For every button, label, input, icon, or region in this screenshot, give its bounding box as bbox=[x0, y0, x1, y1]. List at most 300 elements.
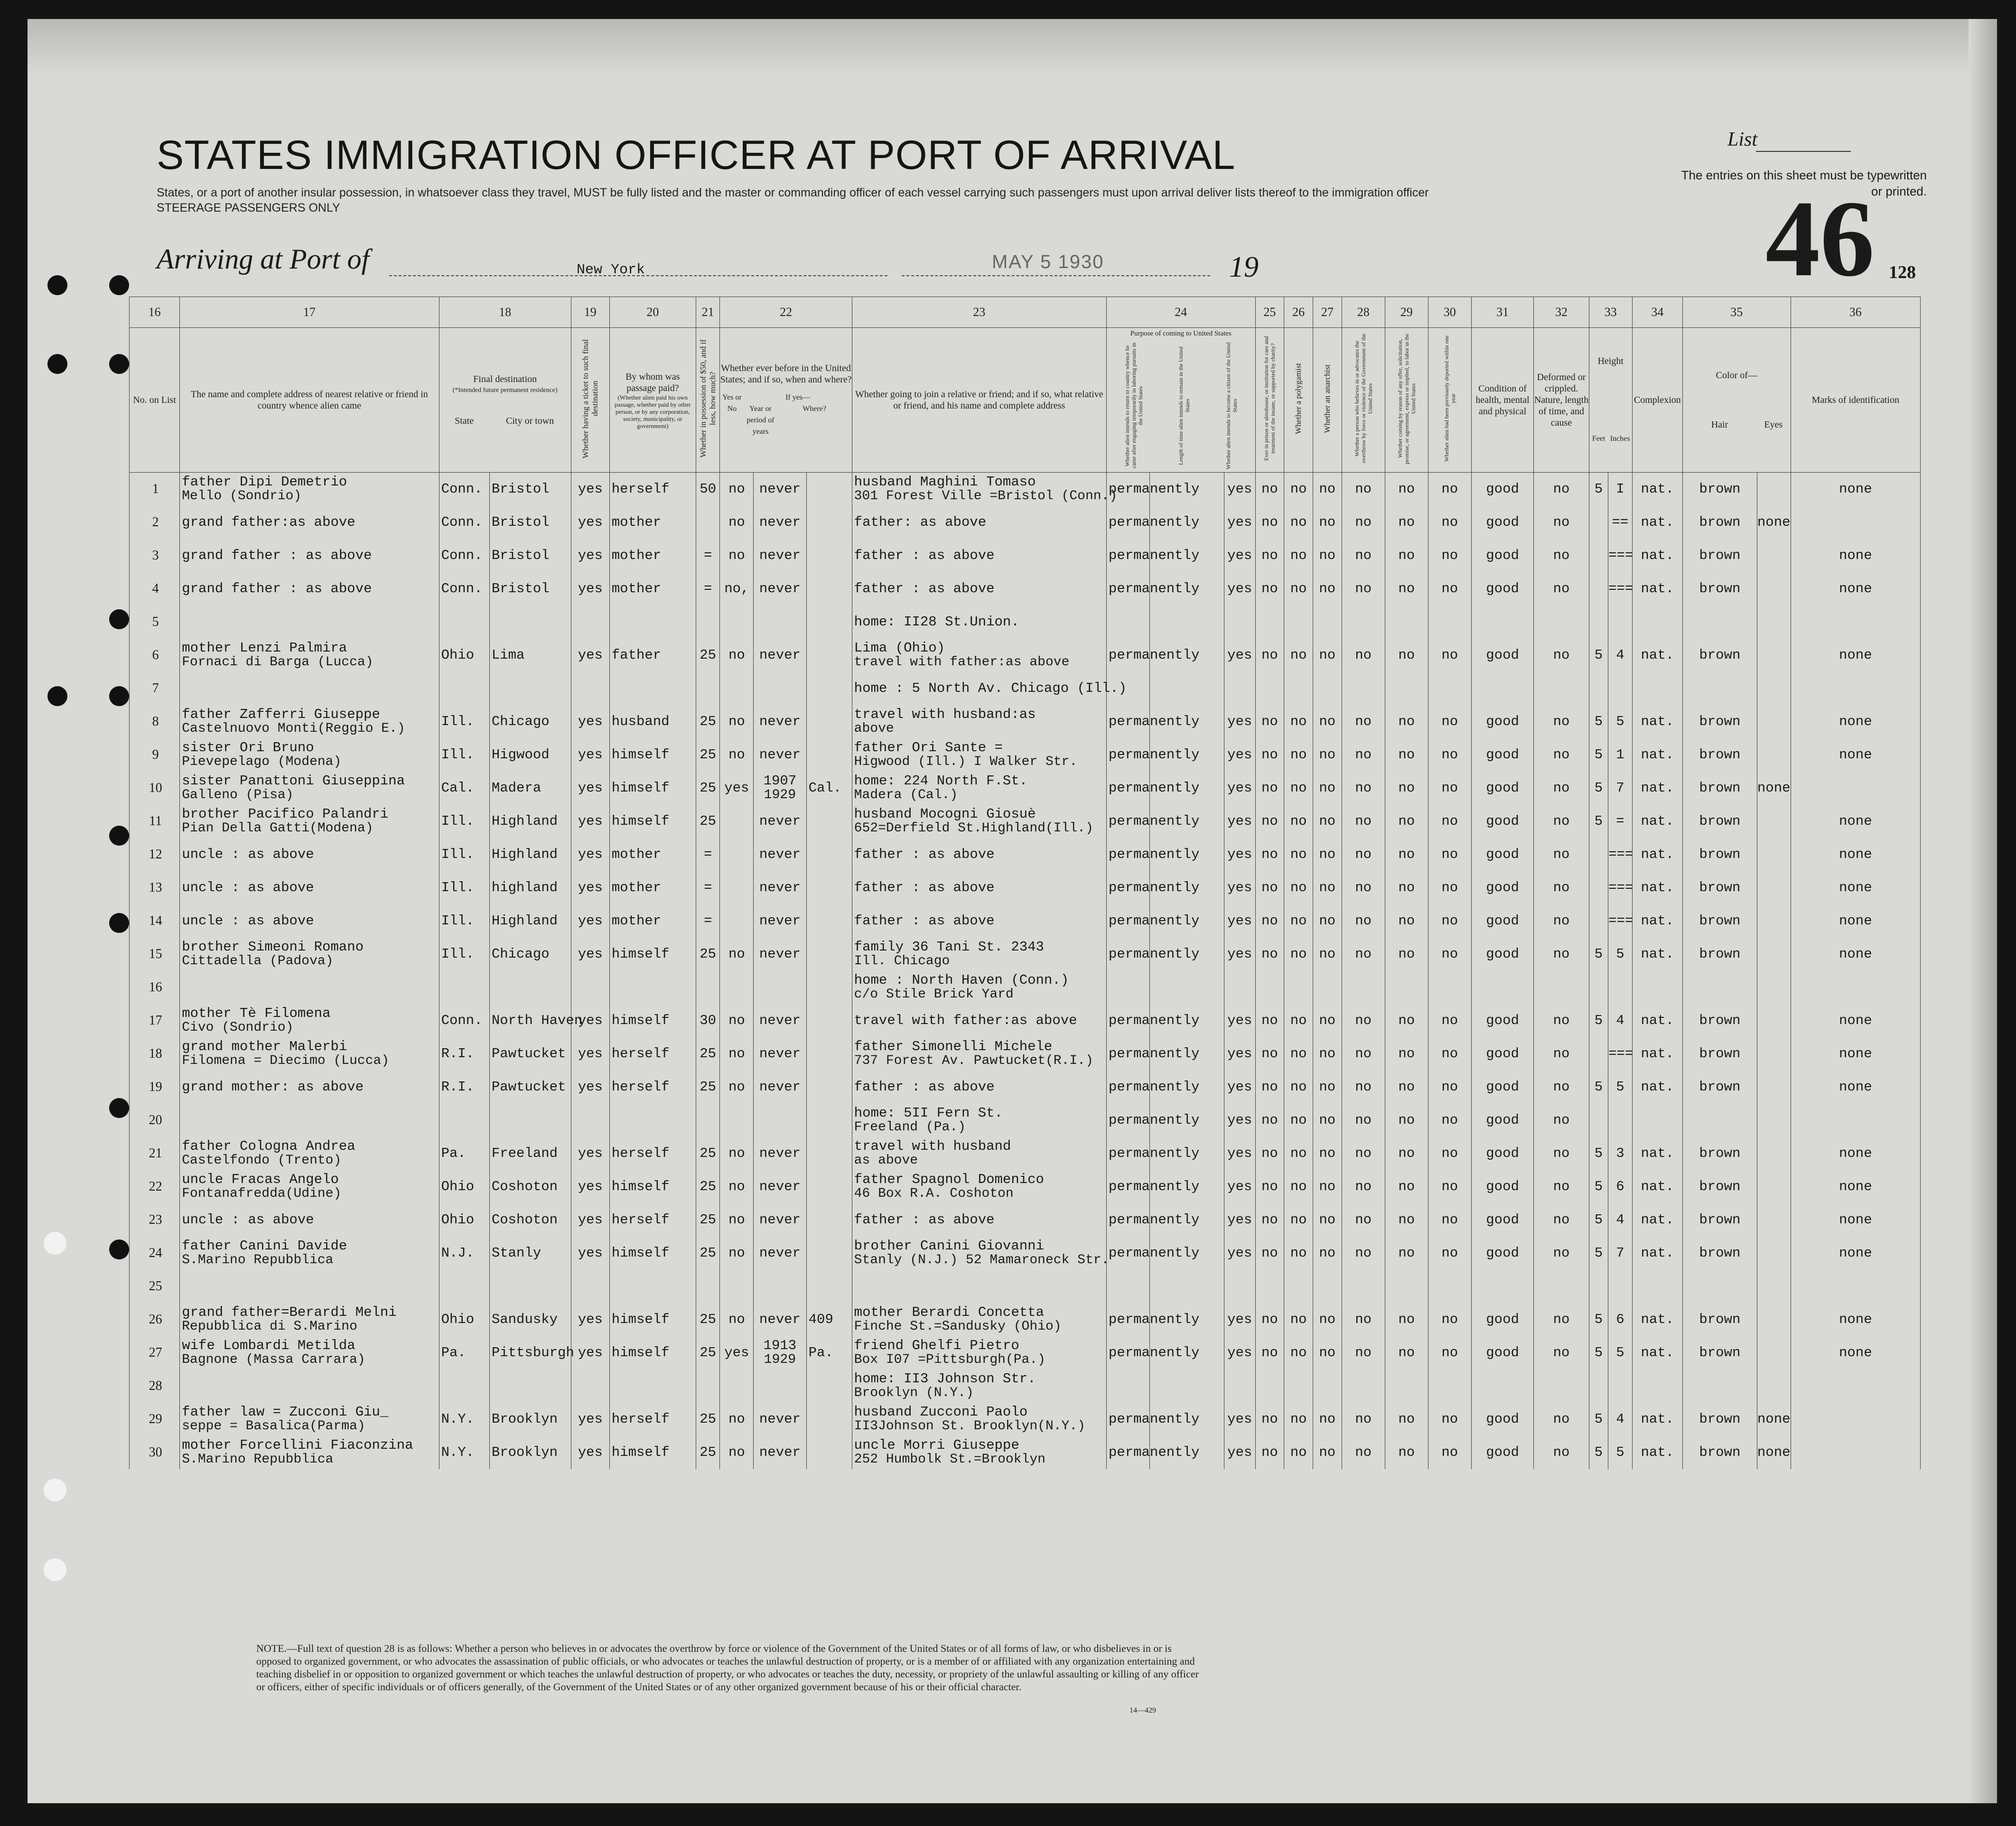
cell-paid-text: himself bbox=[611, 1245, 670, 1261]
cell-rel bbox=[180, 639, 439, 672]
cell-ticket bbox=[571, 772, 609, 805]
cell-rel-text: brother Simeoni Romano bbox=[182, 939, 364, 955]
cell-purpose-text: permanently bbox=[1108, 1179, 1200, 1194]
cell-poly bbox=[1284, 1303, 1313, 1336]
cell-c28-text: no bbox=[1355, 581, 1372, 596]
cell-complexion bbox=[1632, 938, 1682, 971]
cell-join2-text: 46 Box R.A. Coshoton bbox=[854, 1186, 1014, 1201]
cell-purpose-text: permanently bbox=[1108, 1411, 1200, 1427]
cell-no-text: 10 bbox=[149, 781, 162, 795]
header-deported bbox=[1428, 328, 1471, 473]
cell-c30-text: no bbox=[1441, 1245, 1458, 1261]
cell-hair bbox=[1682, 506, 1757, 539]
cell-health bbox=[1471, 1137, 1534, 1170]
cell-money bbox=[696, 1403, 720, 1436]
cell-feet bbox=[1589, 1071, 1608, 1104]
cell-citizen-text: yes bbox=[1227, 780, 1252, 796]
cell-join-text: father Ori Sante = bbox=[854, 740, 1003, 755]
cell-poly-text: no bbox=[1290, 880, 1307, 895]
cell-complexion-text: nat. bbox=[1641, 1179, 1674, 1194]
cell-state bbox=[439, 1071, 489, 1104]
cell-state bbox=[439, 904, 489, 938]
cell-deformed bbox=[1534, 1336, 1589, 1370]
cell-c28-text: no bbox=[1355, 880, 1372, 895]
cell-year bbox=[754, 738, 806, 772]
cell-paid-text: herself bbox=[611, 481, 670, 497]
cell-eyes bbox=[1757, 705, 1791, 738]
cell-rel-text: grand mother Malerbi bbox=[182, 1039, 347, 1054]
cell-hair bbox=[1682, 971, 1757, 1004]
cell-complexion-text: nat. bbox=[1641, 1079, 1674, 1095]
cell-join bbox=[852, 572, 1106, 606]
cell-money-text: 25 bbox=[700, 1212, 717, 1228]
cell-c29-text: no bbox=[1398, 1312, 1415, 1327]
cell-citizen bbox=[1224, 606, 1255, 639]
cell-money bbox=[696, 1237, 720, 1270]
cell-state bbox=[439, 1203, 489, 1237]
cell-poly-text: no bbox=[1290, 1179, 1307, 1194]
cell-deformed-text: no bbox=[1553, 1046, 1570, 1062]
cell-complexion bbox=[1632, 1004, 1682, 1037]
cell-where bbox=[806, 1237, 852, 1270]
cell-hair-text: brown bbox=[1699, 1013, 1741, 1028]
cell-purpose bbox=[1106, 639, 1200, 672]
cell-poly-text: no bbox=[1290, 1046, 1307, 1062]
cell-deformed-text: no bbox=[1553, 880, 1570, 895]
cell-deformed bbox=[1534, 1237, 1589, 1270]
cell-join-text: father: as above bbox=[854, 514, 987, 530]
cell-year bbox=[754, 705, 806, 738]
cell-feet bbox=[1589, 572, 1608, 606]
cell-poly-text: no bbox=[1290, 1444, 1307, 1460]
cell-where bbox=[806, 1137, 852, 1170]
cell-paid bbox=[609, 1370, 696, 1403]
cell-no-text: 13 bbox=[149, 880, 162, 895]
header-no-on-list: No. on List bbox=[130, 328, 180, 473]
cell-anarch-text: no bbox=[1319, 1212, 1336, 1228]
cell-health bbox=[1471, 805, 1534, 838]
cell-complexion bbox=[1632, 639, 1682, 672]
cell-c28 bbox=[1342, 1303, 1385, 1336]
cell-rel2-text: Bagnone (Massa Carrara) bbox=[182, 1352, 365, 1367]
cell-prison bbox=[1255, 838, 1284, 871]
cell-deformed-text: no bbox=[1553, 1444, 1570, 1460]
cell-no-text: 22 bbox=[149, 1179, 162, 1194]
cell-feet bbox=[1589, 1436, 1608, 1469]
cell-poly-text: no bbox=[1290, 946, 1307, 962]
manifest-table bbox=[129, 297, 1921, 1469]
cell-anarch bbox=[1313, 938, 1342, 971]
cell-feet bbox=[1589, 1004, 1608, 1037]
cell-citizen-text: yes bbox=[1227, 813, 1252, 829]
cell-no bbox=[130, 1203, 180, 1237]
cell-inches-text: === bbox=[1608, 847, 1633, 862]
cell-hair bbox=[1682, 738, 1757, 772]
cell-join2-text: Ill. Chicago bbox=[854, 954, 950, 969]
cell-year-text: never bbox=[759, 548, 801, 563]
cell-deformed bbox=[1534, 738, 1589, 772]
cell-complexion bbox=[1632, 1370, 1682, 1403]
cell-c29 bbox=[1385, 1303, 1428, 1336]
cell-citizen bbox=[1224, 1303, 1255, 1336]
cell-c30 bbox=[1428, 1336, 1471, 1370]
cell-money bbox=[696, 1303, 720, 1336]
cell-purpose bbox=[1106, 772, 1200, 805]
cell-year bbox=[754, 1004, 806, 1037]
cell-inches bbox=[1608, 1436, 1633, 1469]
cell-c28 bbox=[1342, 672, 1385, 705]
cell-c28-text: no bbox=[1355, 714, 1372, 729]
cell-city-text: Bristol bbox=[491, 548, 550, 563]
cell-eyes bbox=[1757, 1237, 1791, 1270]
cell-no-text: 12 bbox=[149, 847, 162, 862]
cell-prison bbox=[1255, 738, 1284, 772]
cell-purpose bbox=[1106, 938, 1200, 971]
cell-eyes bbox=[1757, 1137, 1791, 1170]
header-anarchist-text: Whether an anarchist bbox=[1322, 364, 1332, 433]
cell-c28-text: no bbox=[1355, 1112, 1372, 1128]
cell-hair-text: brown bbox=[1699, 780, 1741, 796]
cell-city bbox=[489, 639, 571, 672]
cell-eyes-text: none bbox=[1757, 1411, 1791, 1427]
cell-complexion-text: nat. bbox=[1641, 1312, 1674, 1327]
cell-no-text: 9 bbox=[152, 747, 159, 762]
cell-where bbox=[806, 473, 852, 506]
cell-c29-text: no bbox=[1398, 481, 1415, 497]
cell-join bbox=[852, 1403, 1106, 1436]
cell-c29-text: no bbox=[1398, 747, 1415, 763]
cell-ticket bbox=[571, 672, 609, 705]
cell-rel bbox=[180, 572, 439, 606]
cell-c29 bbox=[1385, 1403, 1428, 1436]
cell-deformed-text: no bbox=[1553, 1112, 1570, 1128]
cell-inches bbox=[1608, 738, 1633, 772]
cell-year bbox=[754, 971, 806, 1004]
cell-eyes bbox=[1757, 805, 1791, 838]
cell-purpose-text: permanently bbox=[1108, 1112, 1200, 1128]
header-prison bbox=[1255, 328, 1284, 473]
binder-hole bbox=[109, 609, 129, 629]
cell-marks bbox=[1791, 1370, 1920, 1403]
cell-poly-text: no bbox=[1290, 481, 1307, 497]
cell-complexion-text: nat. bbox=[1641, 647, 1674, 663]
arriving-label: Arriving at Port of bbox=[157, 243, 370, 275]
cell-marks bbox=[1791, 904, 1920, 938]
cell-ticket bbox=[571, 606, 609, 639]
cell-prison-text: no bbox=[1261, 1345, 1278, 1360]
cell-anarch bbox=[1313, 1071, 1342, 1104]
cell-c29-text: no bbox=[1398, 1444, 1415, 1460]
cell-rel bbox=[180, 1436, 439, 1469]
cell-ticket-text: yes bbox=[578, 747, 603, 763]
cell-inches-text: 5 bbox=[1616, 1345, 1624, 1360]
cell-eyes bbox=[1757, 838, 1791, 871]
cell-eyes bbox=[1757, 473, 1791, 506]
cell-deformed bbox=[1534, 1403, 1589, 1436]
subtitle-line-2: STEERAGE PASSENGERS ONLY bbox=[157, 201, 340, 214]
cell-state bbox=[439, 1336, 489, 1370]
cell-c29-text: no bbox=[1398, 1411, 1415, 1427]
cell-paid bbox=[609, 572, 696, 606]
cell-citizen bbox=[1224, 1436, 1255, 1469]
cell-join-text: Lima (Ohio) bbox=[854, 640, 945, 656]
cell-ticket bbox=[571, 1303, 609, 1336]
cell-join2-text: as above bbox=[854, 1153, 918, 1168]
cell-no bbox=[130, 606, 180, 639]
cell-where bbox=[806, 539, 852, 572]
cell-citizen-text: yes bbox=[1227, 1046, 1252, 1062]
cell-marks bbox=[1791, 506, 1920, 539]
cell-before bbox=[720, 572, 754, 606]
cell-citizen-text: yes bbox=[1227, 880, 1252, 895]
cell-no bbox=[130, 904, 180, 938]
cell-poly bbox=[1284, 805, 1313, 838]
cell-citizen-text: yes bbox=[1227, 946, 1252, 962]
cell-before bbox=[720, 938, 754, 971]
cell-join bbox=[852, 1071, 1106, 1104]
cell-year-text: never bbox=[759, 581, 801, 596]
cell-c29 bbox=[1385, 1370, 1428, 1403]
cell-inches bbox=[1608, 1137, 1633, 1170]
cell-before-text: no bbox=[728, 946, 745, 962]
cell-feet bbox=[1589, 1270, 1608, 1303]
cell-state bbox=[439, 1137, 489, 1170]
cell-join bbox=[852, 1336, 1106, 1370]
cell-inches bbox=[1608, 539, 1633, 572]
cell-ticket-text: yes bbox=[578, 1179, 603, 1194]
cell-hair bbox=[1682, 473, 1757, 506]
cell-c29 bbox=[1385, 772, 1428, 805]
cell-join-text: father : as above bbox=[854, 548, 995, 563]
cell-inches-text: === bbox=[1608, 581, 1633, 596]
cell-c29-text: no bbox=[1398, 880, 1415, 895]
cell-join-text: husband Zucconi Paolo bbox=[854, 1404, 1028, 1420]
cell-deformed bbox=[1534, 1203, 1589, 1237]
table-row bbox=[130, 1037, 1921, 1071]
cell-rel bbox=[180, 539, 439, 572]
cell-c28-text: no bbox=[1355, 1046, 1372, 1062]
cell-join-text: home : 5 North Av. Chicago (Ill.) bbox=[854, 680, 1127, 696]
cell-join bbox=[852, 772, 1106, 805]
cell-c28 bbox=[1342, 805, 1385, 838]
header-feet: Feet bbox=[1592, 435, 1605, 443]
cell-purpose bbox=[1106, 1037, 1200, 1071]
cell-poly-text: no bbox=[1290, 813, 1307, 829]
cell-prison-text: no bbox=[1261, 647, 1278, 663]
cell-eyes bbox=[1757, 1104, 1791, 1137]
cell-hair bbox=[1682, 1370, 1757, 1403]
cell-rel2-text: S.Marino Repubblica bbox=[182, 1253, 334, 1267]
cell-health-text: good bbox=[1486, 747, 1519, 763]
cell-money bbox=[696, 1336, 720, 1370]
cell-inches bbox=[1608, 904, 1633, 938]
cell-citizen-text: yes bbox=[1227, 481, 1252, 497]
cell-complexion bbox=[1632, 473, 1682, 506]
col-num: 17 bbox=[180, 297, 439, 328]
cell-health bbox=[1471, 1403, 1534, 1436]
cell-c28-text: no bbox=[1355, 548, 1372, 563]
cell-year bbox=[754, 871, 806, 904]
cell-no bbox=[130, 672, 180, 705]
header-health: Condition of health, mental and physical bbox=[1471, 328, 1534, 473]
cell-money bbox=[696, 473, 720, 506]
table-row bbox=[130, 1403, 1921, 1436]
cell-c30 bbox=[1428, 539, 1471, 572]
header-ever-before bbox=[720, 328, 852, 473]
cell-deformed-text: no bbox=[1553, 1179, 1570, 1194]
cell-rel-text: mother Lenzi Palmira bbox=[182, 640, 347, 656]
cell-c28 bbox=[1342, 606, 1385, 639]
cell-inches bbox=[1608, 971, 1633, 1004]
cell-rel bbox=[180, 1336, 439, 1370]
cell-c30 bbox=[1428, 938, 1471, 971]
table-row bbox=[130, 738, 1921, 772]
cell-ticket-text: yes bbox=[578, 1013, 603, 1028]
cell-join-text: father Spagnol Domenico bbox=[854, 1172, 1044, 1187]
cell-citizen-text: yes bbox=[1227, 847, 1252, 862]
cell-c29 bbox=[1385, 1137, 1428, 1170]
cell-where-text: Pa. bbox=[808, 1345, 833, 1360]
cell-state-text: N.Y. bbox=[441, 1444, 475, 1460]
cell-no bbox=[130, 539, 180, 572]
cell-rel-text: father Cologna Andrea bbox=[182, 1138, 355, 1154]
cell-health bbox=[1471, 572, 1534, 606]
cell-purpose bbox=[1106, 1237, 1200, 1270]
cell-deformed-text: no bbox=[1553, 1212, 1570, 1228]
cell-citizen-text: yes bbox=[1227, 1444, 1252, 1460]
cell-c30 bbox=[1428, 672, 1471, 705]
col-num: 22 bbox=[720, 297, 852, 328]
cell-deformed bbox=[1534, 1270, 1589, 1303]
cell-poly bbox=[1284, 705, 1313, 738]
cell-before-text: no bbox=[728, 1079, 745, 1095]
cell-join2-text: Higwood (Ill.) I Walker Str. bbox=[854, 755, 1078, 769]
cell-money bbox=[696, 1436, 720, 1469]
cell-state bbox=[439, 805, 489, 838]
cell-paid-text: himself bbox=[611, 1345, 670, 1360]
header-q28-text: Whether a person who believes in or advocates the overthrow by force or violence of the Government of the United States bbox=[1353, 334, 1373, 464]
cell-state-text: Pa. bbox=[441, 1345, 466, 1360]
cell-anarch bbox=[1313, 606, 1342, 639]
cell-inches bbox=[1608, 838, 1633, 871]
header-city: City or town bbox=[506, 416, 554, 426]
cell-state bbox=[439, 1436, 489, 1469]
cell-eyes bbox=[1757, 904, 1791, 938]
cell-eyes bbox=[1757, 1403, 1791, 1436]
cell-citizen bbox=[1224, 738, 1255, 772]
cell-health bbox=[1471, 639, 1534, 672]
cell-hair bbox=[1682, 938, 1757, 971]
cell-no bbox=[130, 938, 180, 971]
cell-poly bbox=[1284, 1403, 1313, 1436]
cell-poly-text: no bbox=[1290, 1079, 1307, 1095]
cell-ticket-text: yes bbox=[578, 780, 603, 796]
cell-hair-text: brown bbox=[1699, 1079, 1741, 1095]
cell-money bbox=[696, 971, 720, 1004]
cell-city-text: Pittsburgh bbox=[491, 1345, 574, 1360]
cell-c30-text: no bbox=[1441, 581, 1458, 596]
cell-c29 bbox=[1385, 606, 1428, 639]
cell-join2-text: Brooklyn (N.Y.) bbox=[854, 1386, 974, 1400]
cell-where bbox=[806, 738, 852, 772]
cell-city bbox=[489, 1170, 571, 1203]
cell-money bbox=[696, 1203, 720, 1237]
cell-ticket bbox=[571, 1370, 609, 1403]
cell-city bbox=[489, 971, 571, 1004]
cell-rel bbox=[180, 1104, 439, 1137]
cell-no bbox=[130, 1071, 180, 1104]
table-row bbox=[130, 606, 1921, 639]
cell-health-text: good bbox=[1486, 1146, 1519, 1161]
cell-hair-text: brown bbox=[1699, 1212, 1741, 1228]
table-row bbox=[130, 871, 1921, 904]
cell-citizen bbox=[1224, 572, 1255, 606]
cell-c30 bbox=[1428, 1004, 1471, 1037]
cell-where bbox=[806, 838, 852, 871]
cell-year bbox=[754, 506, 806, 539]
cell-prison-text: no bbox=[1261, 481, 1278, 497]
cell-deformed bbox=[1534, 1170, 1589, 1203]
cell-poly bbox=[1284, 1370, 1313, 1403]
cell-poly bbox=[1284, 539, 1313, 572]
cell-where bbox=[806, 672, 852, 705]
paper-edge-top bbox=[28, 19, 1997, 76]
cell-inches bbox=[1608, 705, 1633, 738]
cell-join bbox=[852, 473, 1118, 506]
cell-join-text: father : as above bbox=[854, 847, 995, 862]
cell-spacer bbox=[1149, 1270, 1224, 1303]
cell-year-text: never bbox=[759, 1046, 801, 1062]
header-complexion: Complexion bbox=[1632, 328, 1682, 473]
cell-poly bbox=[1284, 473, 1313, 506]
cell-paid bbox=[609, 871, 696, 904]
cell-no bbox=[130, 871, 180, 904]
cell-ticket-text: yes bbox=[578, 946, 603, 962]
cell-eyes bbox=[1757, 871, 1791, 904]
binder-hole bbox=[44, 1479, 66, 1501]
cell-deformed bbox=[1534, 1303, 1589, 1336]
cell-deformed-text: no bbox=[1553, 514, 1570, 530]
cell-c28-text: no bbox=[1355, 1146, 1372, 1161]
cell-inches bbox=[1608, 1370, 1633, 1403]
cell-c28 bbox=[1342, 971, 1385, 1004]
cell-marks-text: none bbox=[1839, 813, 1872, 829]
cell-health-text: good bbox=[1486, 481, 1519, 497]
cell-paid-text: herself bbox=[611, 1079, 670, 1095]
cell-state-text: Conn. bbox=[441, 548, 483, 563]
binder-hole bbox=[44, 1558, 66, 1581]
cell-c28-text: no bbox=[1355, 481, 1372, 497]
cell-purpose bbox=[1106, 539, 1200, 572]
cell-complexion-text: nat. bbox=[1641, 1411, 1674, 1427]
cell-join-text: father : as above bbox=[854, 581, 995, 596]
cell-city bbox=[489, 1071, 571, 1104]
cell-citizen bbox=[1224, 1270, 1255, 1303]
cell-before bbox=[720, 672, 754, 705]
cell-ticket bbox=[571, 539, 609, 572]
cell-state-text: Conn. bbox=[441, 1013, 483, 1028]
cell-prison-text: no bbox=[1261, 1312, 1278, 1327]
cell-year bbox=[754, 1436, 806, 1469]
cell-purpose bbox=[1106, 738, 1200, 772]
cell-complexion-text: nat. bbox=[1641, 1245, 1674, 1261]
cell-purpose-text: permanently bbox=[1108, 1013, 1200, 1028]
cell-poly bbox=[1284, 506, 1313, 539]
cell-prison-text: no bbox=[1261, 747, 1278, 763]
cell-city bbox=[489, 904, 571, 938]
cell-hair bbox=[1682, 1237, 1757, 1270]
cell-health bbox=[1471, 971, 1534, 1004]
